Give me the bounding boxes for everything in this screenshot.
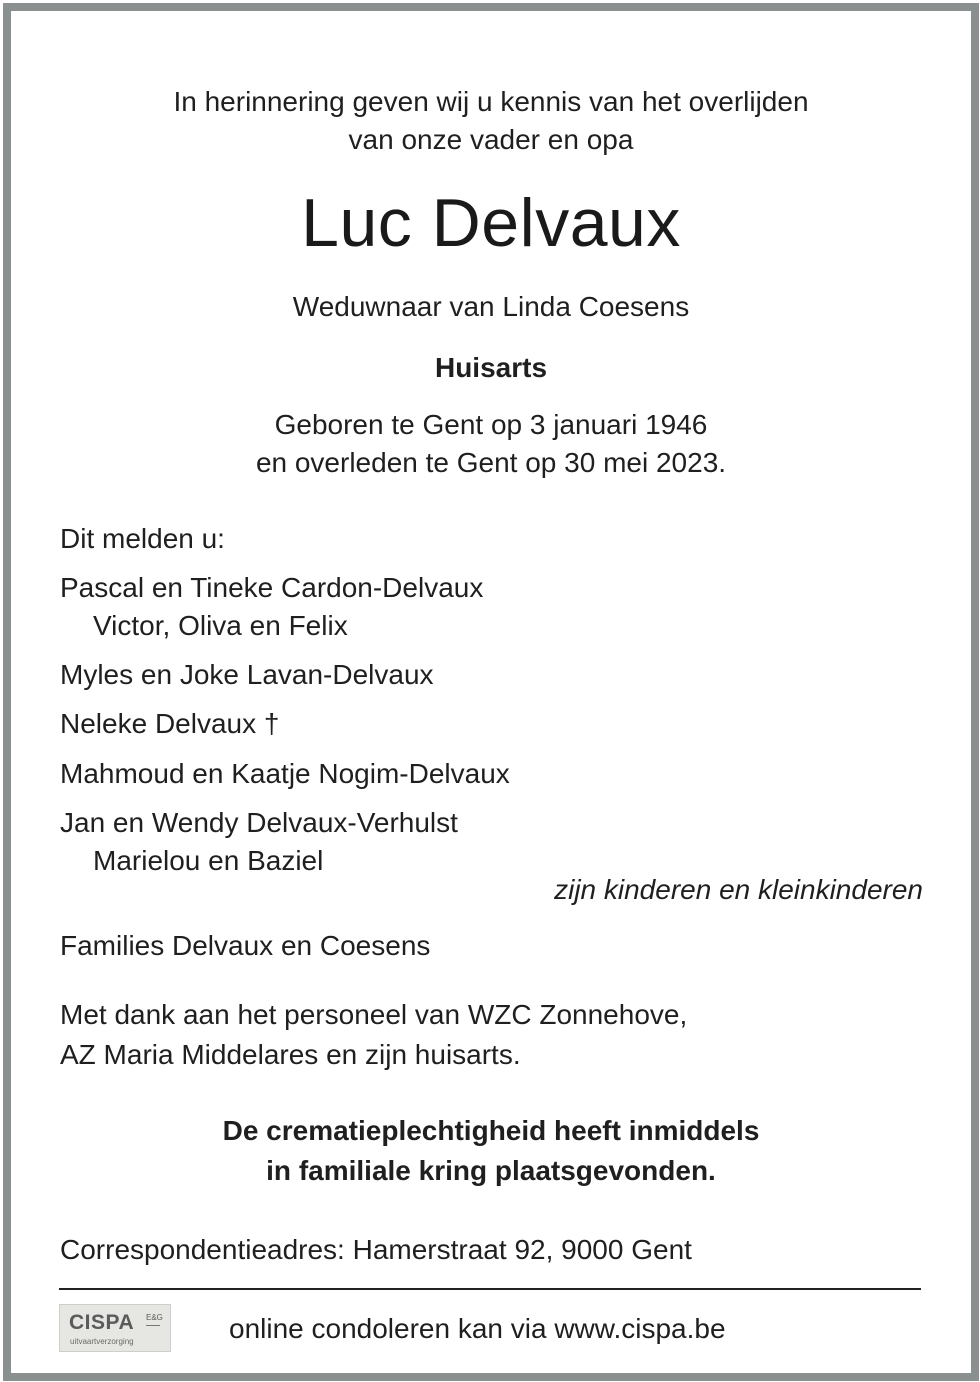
- logo-text: CISPA: [69, 1311, 135, 1334]
- family-member: Myles en Joke Lavan-Delvaux: [60, 659, 434, 690]
- cispa-logo: [59, 1304, 171, 1352]
- ceremony-line-2: in familiale kring plaatsgevonden.: [266, 1155, 716, 1186]
- logo-underline: [146, 1325, 160, 1326]
- ceremony-line-1: De crematieplechtigheid heeft inmiddels: [222, 1115, 760, 1146]
- intro-line-1: In herinnering geven wij u kennis van het overlijden: [173, 86, 809, 117]
- intro-line-2: van onze vader en opa: [348, 124, 634, 155]
- death-line: en overleden te Gent op 30 mei 2023.: [255, 447, 727, 478]
- families-line: Families Delvaux en Coesens: [60, 930, 431, 961]
- deceased-name: Luc Delvaux: [301, 185, 681, 261]
- birth-line: Geboren te Gent op 3 januari 1946: [274, 409, 708, 440]
- spouse-line: Weduwnaar van Linda Coesens: [292, 291, 690, 322]
- thanks-line-2: AZ Maria Middelares en zijn huisarts.: [60, 1039, 521, 1070]
- family-member: Pascal en Tineke Cardon-Delvaux: [60, 572, 484, 603]
- grandchildren: Victor, Oliva en Felix: [93, 610, 348, 641]
- logo-subtitle: uitvaartverzorging: [70, 1337, 134, 1346]
- family-member: Mahmoud en Kaatje Nogim-Delvaux: [60, 758, 510, 789]
- profession: Huisarts: [434, 352, 548, 383]
- thanks-line-1: Met dank aan het personeel van WZC Zonnehove,: [60, 999, 688, 1030]
- divider: [59, 1288, 921, 1290]
- family-member: Neleke Delvaux †: [60, 708, 280, 739]
- announcers-heading: Dit melden u:: [60, 523, 225, 554]
- relation-label: zijn kinderen en kleinkinderen: [554, 874, 923, 905]
- grandchildren: Marielou en Baziel: [93, 845, 324, 876]
- logo-superscript: E&G: [146, 1313, 163, 1322]
- family-member: Jan en Wendy Delvaux-Verhulst: [60, 807, 458, 838]
- condolence-link-text: online condoleren kan via www.cispa.be: [229, 1313, 726, 1344]
- correspondence-address: Correspondentieadres: Hamerstraat 92, 9000 Gent: [60, 1234, 692, 1265]
- obituary-card: [3, 3, 979, 1381]
